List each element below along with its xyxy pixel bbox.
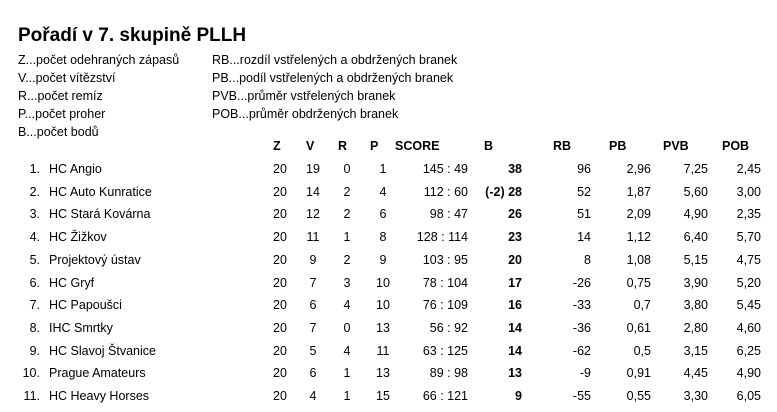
pb-cell: 0,55 (626, 389, 651, 403)
pb-cell: 1,08 (626, 252, 651, 267)
score-cell: 76 : 109 (422, 298, 468, 313)
v-cell: 7 (309, 320, 317, 335)
rank-cell: 4. (29, 230, 40, 245)
score-cell: 66 : 121 (422, 389, 468, 403)
header-pob: POB (722, 139, 750, 153)
z-cell: 20 (273, 343, 287, 358)
v-cell: 5 (309, 343, 317, 358)
z-cell: 20 (273, 184, 287, 199)
legend-item: POB...průměr obdržených branek (212, 107, 399, 121)
z-cell: 20 (273, 230, 287, 245)
team-cell: HC Žižkov (49, 230, 107, 245)
team-cell: HC Gryf (49, 275, 95, 290)
pob-cell: 4,75 (736, 252, 761, 267)
team-cell: HC Auto Kunratice (49, 184, 152, 199)
rb-cell: -62 (572, 343, 591, 358)
points-cell: 9 (515, 389, 522, 403)
v-cell: 4 (309, 389, 317, 403)
table-row (0, 230, 777, 253)
score-cell: 112 : 60 (423, 184, 468, 199)
r-cell: 2 (343, 184, 351, 199)
team-cell: HC Stará Kovárna (49, 207, 151, 222)
legend-item: PB...podíl vstřelených a obdržených branek (212, 71, 454, 85)
team-cell: Projektový ústav (49, 252, 141, 267)
p-cell: 10 (376, 298, 390, 313)
r-cell: 0 (343, 162, 351, 176)
rank-cell: 5. (29, 252, 40, 267)
pvb-cell: 3,15 (683, 343, 708, 358)
header-score: SCORE (395, 139, 440, 153)
points-cell: 16 (508, 298, 522, 313)
z-cell: 20 (273, 366, 287, 381)
points-cell: 13 (508, 366, 522, 381)
legend-item: PVB...průměr vstřelených branek (212, 89, 396, 103)
points-cell: 23 (508, 230, 522, 245)
z-cell: 20 (273, 162, 287, 176)
r-cell: 2 (343, 207, 351, 222)
pb-cell: 0,75 (626, 275, 651, 290)
pvb-cell: 4,45 (683, 366, 708, 381)
z-cell: 20 (273, 207, 287, 222)
rank-cell: 8. (29, 320, 40, 335)
pb-cell: 0,5 (633, 343, 651, 358)
rb-cell: -36 (572, 320, 591, 335)
rank-cell: 10. (22, 366, 40, 381)
rank-cell: 7. (29, 298, 40, 313)
r-cell: 0 (343, 320, 351, 335)
p-cell: 11 (376, 343, 390, 358)
rank-cell: 9. (29, 343, 40, 358)
points-cell: 20 (508, 252, 522, 267)
score-cell: 103 : 95 (422, 252, 468, 267)
pvb-cell: 3,80 (683, 298, 708, 313)
p-cell: 10 (376, 275, 390, 290)
pob-cell: 3,00 (736, 184, 761, 199)
legend-item: R...počet remíz (18, 89, 103, 103)
rb-cell: 51 (577, 207, 591, 222)
z-cell: 20 (273, 320, 287, 335)
score-cell: 128 : 114 (416, 230, 468, 245)
pb-cell: 2,09 (626, 207, 651, 222)
score-cell: 56 : 92 (429, 320, 468, 335)
table-row (0, 321, 777, 344)
r-cell: 1 (343, 366, 351, 381)
v-cell: 6 (309, 366, 317, 381)
table-row (0, 344, 777, 367)
points-cell: 17 (508, 275, 522, 290)
p-cell: 1 (379, 162, 387, 176)
legend-item: P...počet proher (18, 107, 106, 121)
v-cell: 12 (306, 207, 320, 222)
team-cell: HC Slavoj Štvanice (49, 343, 156, 358)
rb-cell: -33 (572, 298, 591, 313)
rank-cell: 1. (29, 162, 40, 176)
p-cell: 8 (379, 230, 387, 245)
z-cell: 20 (273, 252, 287, 267)
rb-cell: -26 (572, 275, 591, 290)
pvb-cell: 4,90 (683, 207, 708, 222)
table-row (0, 253, 777, 276)
pob-cell: 6,05 (736, 389, 761, 403)
r-cell: 3 (343, 275, 351, 290)
p-cell: 9 (379, 252, 387, 267)
pb-cell: 1,87 (626, 184, 651, 199)
pob-cell: 4,60 (736, 320, 761, 335)
rank-cell: 6. (29, 275, 40, 290)
header-r: R (338, 139, 348, 153)
score-cell: 145 : 49 (422, 162, 468, 176)
legend-left (18, 51, 179, 141)
pob-cell: 5,70 (736, 230, 761, 245)
pb-cell: 0,91 (626, 366, 651, 381)
v-cell: 9 (309, 252, 317, 267)
pvb-cell: 5,60 (683, 184, 708, 199)
legend-item: Z...počet odehraných zápasů (18, 53, 180, 67)
score-cell: 78 : 104 (422, 275, 468, 290)
rank-cell: 11. (23, 389, 40, 403)
z-cell: 20 (273, 298, 287, 313)
p-cell: 4 (379, 184, 387, 199)
pvb-cell: 7,25 (683, 162, 708, 176)
rb-cell: 96 (577, 162, 591, 176)
points-cell: (-2) 28 (485, 184, 522, 199)
rank-cell: 2. (29, 184, 40, 199)
pvb-cell: 6,40 (683, 230, 708, 245)
pvb-cell: 5,15 (683, 252, 708, 267)
pob-cell: 4,90 (736, 366, 761, 381)
page-title: Pořadí v 7. skupině PLLH (18, 25, 247, 46)
v-cell: 7 (309, 275, 317, 290)
rank-cell: 3. (29, 207, 40, 222)
team-cell: HC Angio (49, 162, 102, 176)
r-cell: 4 (343, 343, 351, 358)
rb-cell: 52 (577, 184, 591, 199)
points-cell: 14 (508, 343, 522, 358)
team-cell: HC Heavy Horses (49, 389, 150, 403)
p-cell: 13 (376, 320, 390, 335)
legend-item: B...počet bodů (18, 125, 99, 139)
table-row (0, 298, 777, 321)
pvb-cell: 3,30 (683, 389, 708, 403)
header-p: P (370, 139, 379, 153)
pob-cell: 2,45 (736, 162, 761, 176)
legend-right (212, 51, 457, 123)
pb-cell: 0,7 (633, 298, 651, 313)
r-cell: 4 (343, 298, 351, 313)
points-cell: 26 (508, 207, 522, 222)
score-cell: 89 : 98 (429, 366, 468, 381)
pb-cell: 0,61 (626, 320, 651, 335)
z-cell: 20 (273, 275, 287, 290)
pob-cell: 5,20 (736, 275, 761, 290)
p-cell: 15 (376, 389, 390, 403)
r-cell: 1 (343, 230, 351, 245)
table-row (0, 366, 777, 389)
v-cell: 14 (306, 184, 320, 199)
legend-item: V...počet vítězství (18, 71, 116, 85)
team-cell: IHC Smrtky (49, 320, 113, 335)
p-cell: 6 (379, 207, 387, 222)
header-v: V (306, 139, 315, 153)
pb-cell: 1,12 (626, 230, 651, 245)
header-z: Z (273, 139, 281, 153)
pb-cell: 2,96 (626, 162, 651, 176)
pob-cell: 5,45 (736, 298, 761, 313)
v-cell: 6 (309, 298, 317, 313)
rb-cell: -9 (579, 366, 591, 381)
v-cell: 11 (306, 230, 320, 245)
table-row (0, 185, 777, 208)
legend-item: RB...rozdíl vstřelených a obdržených branek (212, 53, 458, 67)
points-cell: 38 (508, 162, 522, 176)
header-pvb: PVB (663, 139, 689, 153)
rb-cell: 8 (584, 252, 591, 267)
team-cell: Prague Amateurs (49, 366, 146, 381)
rb-cell: 14 (577, 230, 591, 245)
header-pb: PB (609, 139, 627, 153)
table-row (0, 389, 777, 412)
r-cell: 2 (343, 252, 351, 267)
p-cell: 13 (376, 366, 390, 381)
z-cell: 20 (273, 389, 287, 403)
header-b: B (484, 139, 494, 153)
pvb-cell: 3,90 (683, 275, 708, 290)
table-header (0, 139, 777, 162)
header-rb: RB (553, 139, 572, 153)
score-cell: 63 : 125 (422, 343, 468, 358)
rb-cell: -55 (572, 389, 591, 403)
pvb-cell: 2,80 (683, 320, 708, 335)
v-cell: 19 (306, 162, 320, 176)
table-row (0, 162, 777, 185)
team-cell: HC Papoušci (49, 298, 122, 313)
pob-cell: 2,35 (736, 207, 761, 222)
r-cell: 1 (343, 389, 351, 403)
table-row (0, 276, 777, 299)
score-cell: 98 : 47 (429, 207, 468, 222)
points-cell: 14 (508, 320, 522, 335)
table-row (0, 207, 777, 230)
pob-cell: 6,25 (736, 343, 761, 358)
